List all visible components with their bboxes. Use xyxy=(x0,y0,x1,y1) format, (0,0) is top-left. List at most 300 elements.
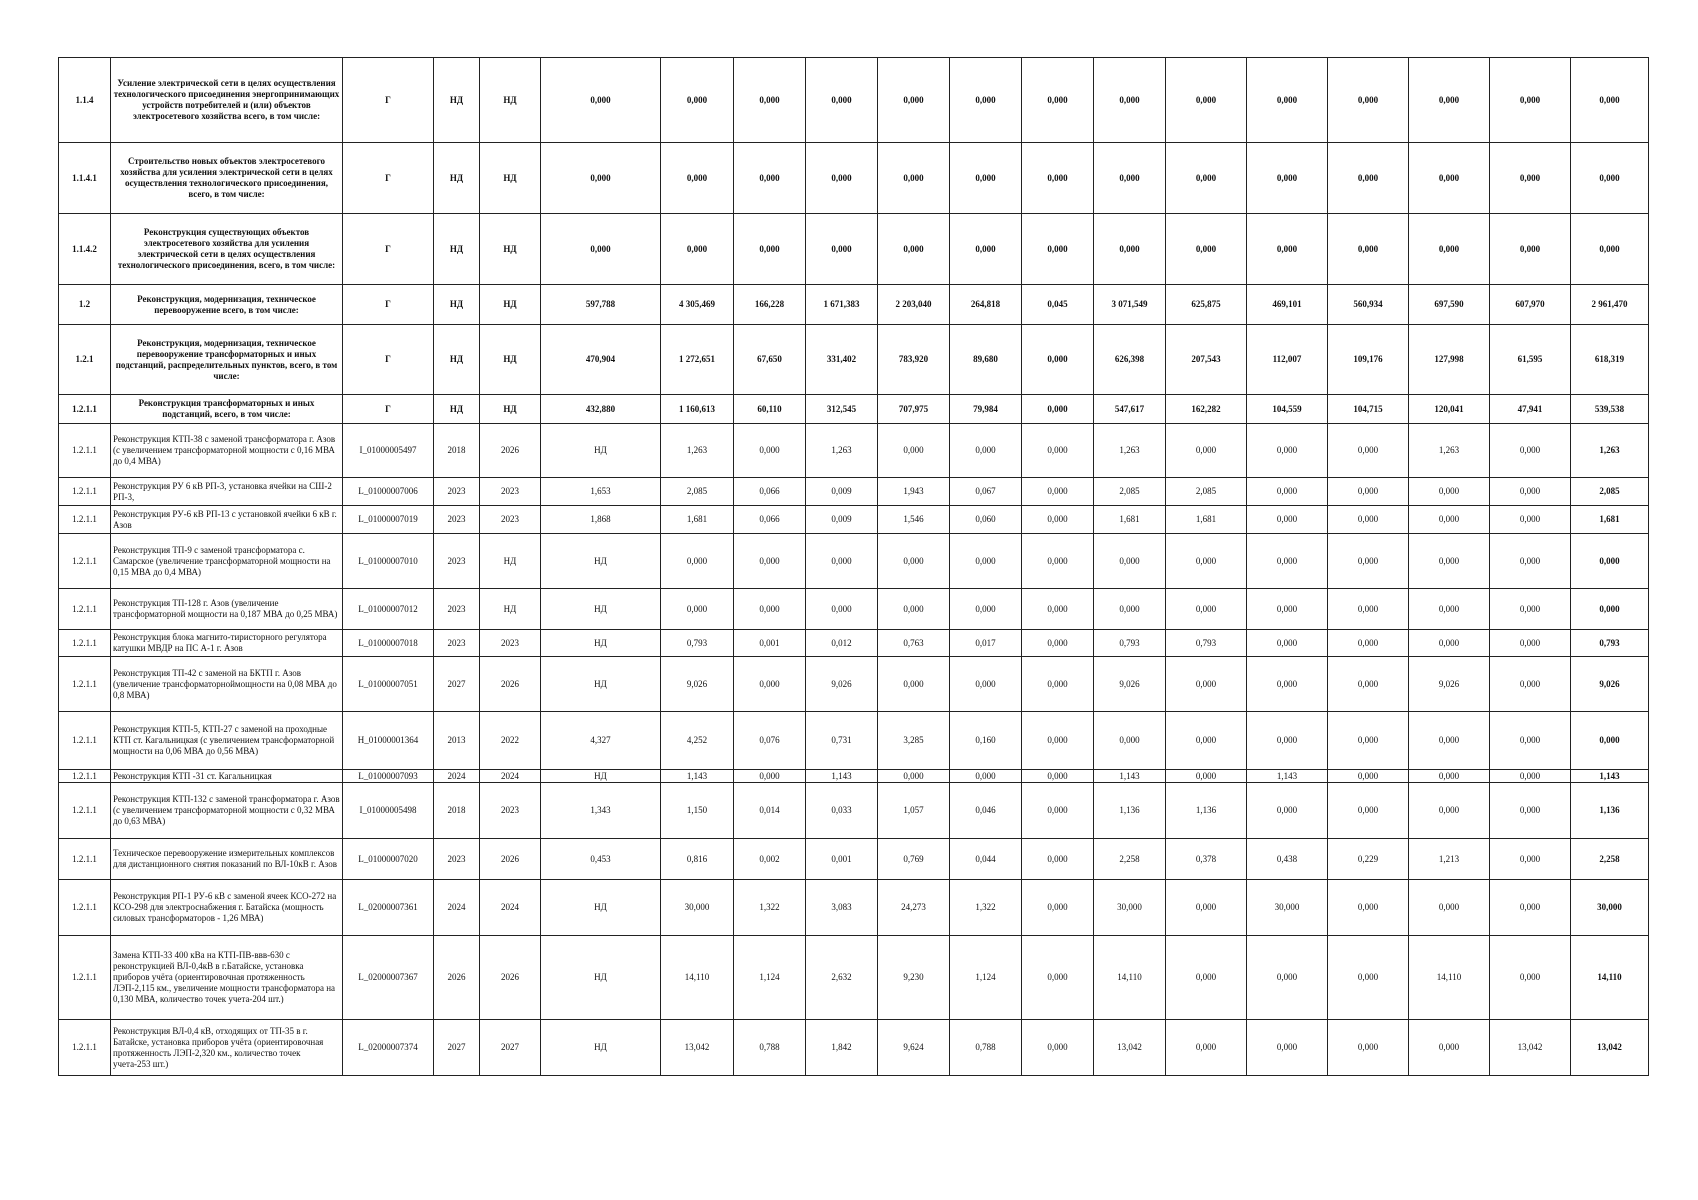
table-cell: 1,143 xyxy=(1247,770,1328,783)
table-cell: 0,046 xyxy=(950,783,1022,839)
table-cell: L_02000007367 xyxy=(343,936,434,1020)
table-cell: 0,000 xyxy=(1328,506,1409,534)
table-cell: 0,000 xyxy=(1490,936,1571,1020)
table-row xyxy=(59,770,1649,783)
row-title-cell: Замена КТП-33 400 кВа на КТП-ПВ-ввв-630 с реконструкцией ВЛ-0,4кВ в г.Батайске, установка приборов учёта (ориентировочная протяженность ЛЭП-2,115 км., увеличение мощности трансформатора на 0,130 МВА, количество точек учета-204 шт.) xyxy=(111,936,343,1020)
table-cell: 0,000 xyxy=(734,770,806,783)
table-cell: 2,258 xyxy=(1094,839,1166,880)
table-cell: L_01000007006 xyxy=(343,478,434,506)
table-cell: 2023 xyxy=(434,630,480,657)
table-cell: 0,000 xyxy=(1166,424,1247,478)
table-cell: 0,000 xyxy=(1247,783,1328,839)
table-row xyxy=(59,325,1649,395)
row-code-cell: 1.2 xyxy=(59,285,111,325)
table-cell: 0,000 xyxy=(1247,534,1328,589)
table-cell: 0,000 xyxy=(734,534,806,589)
row-title-cell: Реконструкция КТП -31 ст. Кагальницкая xyxy=(111,770,343,783)
row-code-cell: 1.2.1 xyxy=(59,325,111,395)
table-cell: 0,000 xyxy=(806,58,878,143)
table-cell: 104,559 xyxy=(1247,395,1328,424)
table-cell: 0,788 xyxy=(734,1020,806,1076)
table-cell: 0,000 xyxy=(1490,506,1571,534)
table-cell: 0,000 xyxy=(950,143,1022,214)
table-cell: 0,000 xyxy=(1409,214,1490,285)
table-cell: 2023 xyxy=(480,478,541,506)
table-cell: 60,110 xyxy=(734,395,806,424)
table-row xyxy=(59,478,1649,506)
table-cell: 1,124 xyxy=(734,936,806,1020)
row-title-cell: Реконструкция, модернизация, техническое перевооружение трансформаторных и иных подстанций, распределительных пунктов, всего, в том числе: xyxy=(111,325,343,395)
table-cell: Г xyxy=(343,143,434,214)
table-cell: 0,000 xyxy=(1022,936,1094,1020)
table-cell: 0,378 xyxy=(1166,839,1247,880)
row-code-cell: 1.2.1.1 xyxy=(59,839,111,880)
table-cell: 0,000 xyxy=(734,657,806,712)
table-cell: НД xyxy=(480,589,541,630)
table-cell: 2027 xyxy=(434,657,480,712)
table-cell: 0,793 xyxy=(1571,630,1649,657)
table-cell: 0,000 xyxy=(1328,478,1409,506)
table-cell: Г xyxy=(343,325,434,395)
table-cell: 0,000 xyxy=(1247,712,1328,770)
row-code-cell: 1.2.1.1 xyxy=(59,534,111,589)
table-cell: НД xyxy=(434,143,480,214)
table-cell: 469,101 xyxy=(1247,285,1328,325)
row-code-cell: 1.2.1.1 xyxy=(59,1020,111,1076)
table-cell: 1,681 xyxy=(1571,506,1649,534)
table-cell: 0,000 xyxy=(1490,657,1571,712)
table-cell: 0,000 xyxy=(1022,325,1094,395)
table-cell: 0,000 xyxy=(1022,657,1094,712)
table-cell: 2024 xyxy=(434,770,480,783)
table-cell: 1,143 xyxy=(1094,770,1166,783)
table-cell: 0,000 xyxy=(1409,534,1490,589)
table-cell: 2024 xyxy=(480,880,541,936)
table-cell: 30,000 xyxy=(1247,880,1328,936)
row-code-cell: 1.2.1.1 xyxy=(59,630,111,657)
table-cell: 0,001 xyxy=(806,839,878,880)
table-cell: 3,285 xyxy=(878,712,950,770)
row-code-cell: 1.2.1.1 xyxy=(59,395,111,424)
table-cell: 0,000 xyxy=(1022,1020,1094,1076)
row-title-cell: Реконструкция КТП-38 с заменой трансформатора г. Азов (с увеличением трансформаторной мощности с 0,16 МВА до 0,4 МВА) xyxy=(111,424,343,478)
table-cell: 0,000 xyxy=(1409,143,1490,214)
table-cell: 2026 xyxy=(480,936,541,1020)
table-cell: 2027 xyxy=(480,1020,541,1076)
table-cell: 0,000 xyxy=(878,589,950,630)
table-cell: НД xyxy=(480,325,541,395)
table-cell: 2026 xyxy=(434,936,480,1020)
table-cell: L_02000007374 xyxy=(343,1020,434,1076)
table-cell: 0,000 xyxy=(1022,506,1094,534)
row-title-cell: Техническое перевооружение измерительных комплексов для дистанционного снятия показаний по ВЛ-10кВ г. Азов xyxy=(111,839,343,880)
table-cell: НД xyxy=(434,285,480,325)
table-cell: 432,880 xyxy=(541,395,661,424)
table-cell: 13,042 xyxy=(1490,1020,1571,1076)
row-code-cell: 1.1.4.2 xyxy=(59,214,111,285)
table-cell: 0,000 xyxy=(1490,478,1571,506)
table-cell: НД xyxy=(480,534,541,589)
row-code-cell: 1.2.1.1 xyxy=(59,770,111,783)
table-cell: 4,252 xyxy=(661,712,734,770)
table-row xyxy=(59,589,1649,630)
table-cell: 1,213 xyxy=(1409,839,1490,880)
row-title-cell: Усиление электрической сети в целях осуществления технологического присоединения энергопринимающих устройств потребителей и (или) объектов электросетевого хозяйства всего, в том числе: xyxy=(111,58,343,143)
table-cell: 0,731 xyxy=(806,712,878,770)
table-cell: 0,769 xyxy=(878,839,950,880)
table-cell: 1 160,613 xyxy=(661,395,734,424)
table-cell: 30,000 xyxy=(1094,880,1166,936)
table-cell: 625,875 xyxy=(1166,285,1247,325)
table-cell: 783,920 xyxy=(878,325,950,395)
row-code-cell: 1.1.4.1 xyxy=(59,143,111,214)
table-cell: 0,000 xyxy=(734,589,806,630)
table-cell: 0,067 xyxy=(950,478,1022,506)
table-cell: 2022 xyxy=(480,712,541,770)
table-cell: L_01000007020 xyxy=(343,839,434,880)
table-cell: 1,681 xyxy=(661,506,734,534)
table-cell: 0,000 xyxy=(1490,880,1571,936)
table-row xyxy=(59,214,1649,285)
table-row xyxy=(59,424,1649,478)
table-cell: 0,793 xyxy=(661,630,734,657)
table-cell: 0,000 xyxy=(1490,839,1571,880)
table-cell: 0,009 xyxy=(806,506,878,534)
table-cell: 2023 xyxy=(480,630,541,657)
table-cell: 89,680 xyxy=(950,325,1022,395)
table-cell: 0,009 xyxy=(806,478,878,506)
table-cell: 2027 xyxy=(434,1020,480,1076)
table-cell: 0,000 xyxy=(806,589,878,630)
table-cell: 0,000 xyxy=(950,589,1022,630)
table-cell: 1,842 xyxy=(806,1020,878,1076)
table-cell: 0,000 xyxy=(950,424,1022,478)
table-cell: 697,590 xyxy=(1409,285,1490,325)
investment-program-table xyxy=(58,57,1649,1076)
table-cell: НД xyxy=(434,395,480,424)
table-cell: 0,000 xyxy=(1094,143,1166,214)
table-row xyxy=(59,534,1649,589)
table-cell: L_02000007361 xyxy=(343,880,434,936)
table-row xyxy=(59,395,1649,424)
table-cell: 127,998 xyxy=(1409,325,1490,395)
table-cell: 1,653 xyxy=(541,478,661,506)
table-cell: 0,000 xyxy=(878,424,950,478)
table-cell: 539,538 xyxy=(1571,395,1649,424)
table-cell: НД xyxy=(434,214,480,285)
table-cell: 547,617 xyxy=(1094,395,1166,424)
table-cell: 0,000 xyxy=(1022,395,1094,424)
row-code-cell: 1.2.1.1 xyxy=(59,880,111,936)
table-cell: 2,085 xyxy=(1571,478,1649,506)
table-cell: 0,000 xyxy=(878,770,950,783)
table-cell: 0,000 xyxy=(1166,936,1247,1020)
table-cell: 30,000 xyxy=(1571,880,1649,936)
table-cell: 0,000 xyxy=(878,58,950,143)
table-cell: L_01000007012 xyxy=(343,589,434,630)
table-cell: 1,136 xyxy=(1166,783,1247,839)
row-title-cell: Реконструкция РУ 6 кВ РП-3, установка ячейки на СШ-2 РП-3, xyxy=(111,478,343,506)
table-row xyxy=(59,839,1649,880)
table-cell: 0,000 xyxy=(950,657,1022,712)
table-cell: 0,000 xyxy=(1022,589,1094,630)
table-cell: 618,319 xyxy=(1571,325,1649,395)
table-cell: 9,026 xyxy=(1409,657,1490,712)
table-row xyxy=(59,285,1649,325)
table-cell: 166,228 xyxy=(734,285,806,325)
table-cell: 2026 xyxy=(480,657,541,712)
table-cell: 2023 xyxy=(480,783,541,839)
table-cell: 0,000 xyxy=(1328,783,1409,839)
table-cell: 2013 xyxy=(434,712,480,770)
row-title-cell: Реконструкция КТП-132 с заменой трансформатора г. Азов (с увеличением трансформаторной мощности с 0,32 МВА до 0,63 МВА) xyxy=(111,783,343,839)
table-cell: 0,000 xyxy=(950,214,1022,285)
table-cell: 2023 xyxy=(434,839,480,880)
table-cell: НД xyxy=(541,630,661,657)
table-cell: 0,000 xyxy=(1166,214,1247,285)
table-cell: 0,000 xyxy=(1247,1020,1328,1076)
table-cell: L_01000007019 xyxy=(343,506,434,534)
table-cell: 0,000 xyxy=(1409,1020,1490,1076)
table-cell: НД xyxy=(541,880,661,936)
table-cell: 0,000 xyxy=(1247,424,1328,478)
table-cell: 0,000 xyxy=(734,214,806,285)
table-cell: 0,017 xyxy=(950,630,1022,657)
table-cell: 0,793 xyxy=(1094,630,1166,657)
table-cell: 0,000 xyxy=(734,58,806,143)
table-cell: 0,000 xyxy=(1490,770,1571,783)
table-cell: 1 671,383 xyxy=(806,285,878,325)
table-cell: 0,000 xyxy=(1022,424,1094,478)
table-cell: НД xyxy=(480,285,541,325)
table-cell: 1,263 xyxy=(1409,424,1490,478)
table-cell: 0,000 xyxy=(1022,143,1094,214)
table-cell: 0,000 xyxy=(1328,424,1409,478)
row-code-cell: 1.2.1.1 xyxy=(59,712,111,770)
table-cell: 0,000 xyxy=(950,770,1022,783)
table-cell: 2024 xyxy=(480,770,541,783)
table-cell: 0,000 xyxy=(541,58,661,143)
table-cell: 0,002 xyxy=(734,839,806,880)
table-cell: 0,000 xyxy=(661,214,734,285)
row-title-cell: Реконструкция КТП-5, КТП-27 с заменой на проходные КТП ст. Кагальницкая (с увеличением трансформаторной мощности на 0,06 МВА до 0,56 МВА) xyxy=(111,712,343,770)
row-title-cell: Реконструкция блока магнито-тиристорного регулятора катушки МВДР на ПС А-1 г. Азов xyxy=(111,630,343,657)
table-cell: Г xyxy=(343,58,434,143)
table-cell: 0,000 xyxy=(1571,534,1649,589)
table-cell: 9,026 xyxy=(1094,657,1166,712)
row-title-cell: Реконструкция РУ-6 кВ РП-13 с установкой ячейки 6 кВ г. Азов xyxy=(111,506,343,534)
table-cell: 14,110 xyxy=(1409,936,1490,1020)
table-cell: 14,110 xyxy=(661,936,734,1020)
table-row xyxy=(59,880,1649,936)
table-cell: 0,000 xyxy=(1571,589,1649,630)
table-cell: 13,042 xyxy=(1094,1020,1166,1076)
table-cell: 0,000 xyxy=(1409,478,1490,506)
table-cell: 0,000 xyxy=(1094,214,1166,285)
table-cell: L_01000007093 xyxy=(343,770,434,783)
table-cell: 0,000 xyxy=(1328,534,1409,589)
table-cell: Г xyxy=(343,285,434,325)
table-cell: H_01000001364 xyxy=(343,712,434,770)
table-cell: 2018 xyxy=(434,424,480,478)
row-title-cell: Реконструкция ТП-9 с заменой трансформатора с. Самарское (увеличение трансформаторной мощности на 0,15 МВА до 0,4 МВА) xyxy=(111,534,343,589)
table-cell: 0,000 xyxy=(1490,143,1571,214)
table-cell: 2026 xyxy=(480,424,541,478)
table-cell: 0,000 xyxy=(1409,506,1490,534)
table-cell: 0,000 xyxy=(1166,143,1247,214)
table-cell: 2,085 xyxy=(1166,478,1247,506)
table-cell: НД xyxy=(480,395,541,424)
table-cell: 0,000 xyxy=(1490,783,1571,839)
table-cell: 14,110 xyxy=(1094,936,1166,1020)
table-cell: 24,273 xyxy=(878,880,950,936)
table-cell: 2 961,470 xyxy=(1571,285,1649,325)
table-cell: 0,000 xyxy=(1166,534,1247,589)
table-cell: 30,000 xyxy=(661,880,734,936)
table-cell: 0,000 xyxy=(1022,58,1094,143)
table-cell: 1,136 xyxy=(1571,783,1649,839)
table-cell: 0,000 xyxy=(1490,630,1571,657)
row-title-cell: Реконструкция трансформаторных и иных подстанций, всего, в том числе: xyxy=(111,395,343,424)
table-cell: 0,000 xyxy=(1409,770,1490,783)
table-row xyxy=(59,657,1649,712)
table-cell: 1,263 xyxy=(1094,424,1166,478)
table-cell: 0,000 xyxy=(1094,534,1166,589)
table-cell: 0,000 xyxy=(1328,770,1409,783)
table-cell: 0,000 xyxy=(1022,214,1094,285)
table-cell: 2023 xyxy=(434,506,480,534)
row-code-cell: 1.1.4 xyxy=(59,58,111,143)
table-cell: 626,398 xyxy=(1094,325,1166,395)
table-cell: 2,085 xyxy=(1094,478,1166,506)
table-cell: 331,402 xyxy=(806,325,878,395)
table-cell: 0,000 xyxy=(1094,712,1166,770)
table-cell: 1,143 xyxy=(661,770,734,783)
table-cell: 0,000 xyxy=(1247,143,1328,214)
table-cell: 0,000 xyxy=(1166,589,1247,630)
table-cell: НД xyxy=(480,143,541,214)
table-cell: 0,000 xyxy=(1409,880,1490,936)
table-cell: 0,000 xyxy=(541,214,661,285)
table-cell: 0,000 xyxy=(1328,630,1409,657)
row-title-cell: Реконструкция ТП-128 г. Азов (увеличение трансформаторной мощности на 0,187 МВА до 0,25 МВА) xyxy=(111,589,343,630)
table-cell: НД xyxy=(541,1020,661,1076)
row-code-cell: 1.2.1.1 xyxy=(59,936,111,1020)
row-title-cell: Реконструкция РП-1 РУ-6 кВ с заменой ячеек КСО-272 на КСО-298 для электроснабжения г. Батайска (мощность силовых трансформаторов - 1,26 МВА) xyxy=(111,880,343,936)
table-cell: 0,000 xyxy=(1490,712,1571,770)
table-cell: 0,000 xyxy=(661,143,734,214)
table-row xyxy=(59,143,1649,214)
table-cell: 1,343 xyxy=(541,783,661,839)
table-cell: 13,042 xyxy=(661,1020,734,1076)
table-cell: 707,975 xyxy=(878,395,950,424)
table-cell: 207,543 xyxy=(1166,325,1247,395)
table-cell: 1 272,651 xyxy=(661,325,734,395)
table-cell: 67,650 xyxy=(734,325,806,395)
table-cell: 2023 xyxy=(434,534,480,589)
table-cell: 0,000 xyxy=(1571,214,1649,285)
table-cell: 0,000 xyxy=(1022,478,1094,506)
table-cell: 0,012 xyxy=(806,630,878,657)
table-row xyxy=(59,783,1649,839)
table-cell: НД xyxy=(541,936,661,1020)
row-title-cell: Строительство новых объектов электросетевого хозяйства для усиления электрической сети в целях осуществления технологического присоединения, всего, в том числе: xyxy=(111,143,343,214)
table-cell: 1,143 xyxy=(806,770,878,783)
table-cell: 0,000 xyxy=(806,534,878,589)
table-cell: 264,818 xyxy=(950,285,1022,325)
table-cell: 47,941 xyxy=(1490,395,1571,424)
table-cell: 0,000 xyxy=(1166,58,1247,143)
table-cell: 0,000 xyxy=(1490,214,1571,285)
table-cell: 0,000 xyxy=(1328,214,1409,285)
table-cell: НД xyxy=(480,214,541,285)
table-cell: 0,160 xyxy=(950,712,1022,770)
row-code-cell: 1.2.1.1 xyxy=(59,478,111,506)
table-cell: 0,000 xyxy=(1166,880,1247,936)
table-cell: 560,934 xyxy=(1328,285,1409,325)
table-cell: 0,000 xyxy=(1571,712,1649,770)
table-cell: 0,000 xyxy=(1166,657,1247,712)
table-cell: 13,042 xyxy=(1571,1020,1649,1076)
table-cell: НД xyxy=(541,589,661,630)
table-cell: 3 071,549 xyxy=(1094,285,1166,325)
row-title-cell: Реконструкция существующих объектов электросетевого хозяйства для усиления электрической сети в целях осуществления технологического присоединения, всего, в том числе: xyxy=(111,214,343,285)
table-cell: 0,793 xyxy=(1166,630,1247,657)
table-row xyxy=(59,630,1649,657)
table-cell: 9,026 xyxy=(806,657,878,712)
table-cell: 470,904 xyxy=(541,325,661,395)
table-cell: 2018 xyxy=(434,783,480,839)
table-cell: 0,000 xyxy=(878,214,950,285)
table-cell: 0,000 xyxy=(1247,589,1328,630)
table-cell: 2,632 xyxy=(806,936,878,1020)
table-cell: 9,624 xyxy=(878,1020,950,1076)
table-cell: 1,868 xyxy=(541,506,661,534)
row-code-cell: 1.2.1.1 xyxy=(59,657,111,712)
table-cell: 9,230 xyxy=(878,936,950,1020)
table-cell: 4,327 xyxy=(541,712,661,770)
table-cell: 0,000 xyxy=(806,143,878,214)
table-cell: 0,000 xyxy=(661,58,734,143)
table-cell: 0,000 xyxy=(734,143,806,214)
table-cell: 0,000 xyxy=(950,58,1022,143)
table-row xyxy=(59,1020,1649,1076)
table-cell: 0,000 xyxy=(1094,58,1166,143)
table-cell: 0,000 xyxy=(1166,712,1247,770)
table-cell: 0,000 xyxy=(1409,712,1490,770)
table-cell: 9,026 xyxy=(661,657,734,712)
table-cell: 0,014 xyxy=(734,783,806,839)
table-cell: 0,000 xyxy=(541,143,661,214)
table-row xyxy=(59,506,1649,534)
table-cell: 3,083 xyxy=(806,880,878,936)
table-cell: 4 305,469 xyxy=(661,285,734,325)
table-cell: 0,000 xyxy=(1328,936,1409,1020)
table-cell: 0,000 xyxy=(1247,506,1328,534)
table-cell: 109,176 xyxy=(1328,325,1409,395)
table-cell: 0,000 xyxy=(1409,58,1490,143)
table-cell: L_01000007010 xyxy=(343,534,434,589)
table-cell: 0,000 xyxy=(1247,630,1328,657)
table-cell: 0,000 xyxy=(1409,589,1490,630)
table-cell: 1,136 xyxy=(1094,783,1166,839)
table-cell: 120,041 xyxy=(1409,395,1490,424)
table-row xyxy=(59,58,1649,143)
table-cell: 1,943 xyxy=(878,478,950,506)
table-cell: 0,033 xyxy=(806,783,878,839)
table-cell: 1,546 xyxy=(878,506,950,534)
table-cell: 0,000 xyxy=(1571,143,1649,214)
